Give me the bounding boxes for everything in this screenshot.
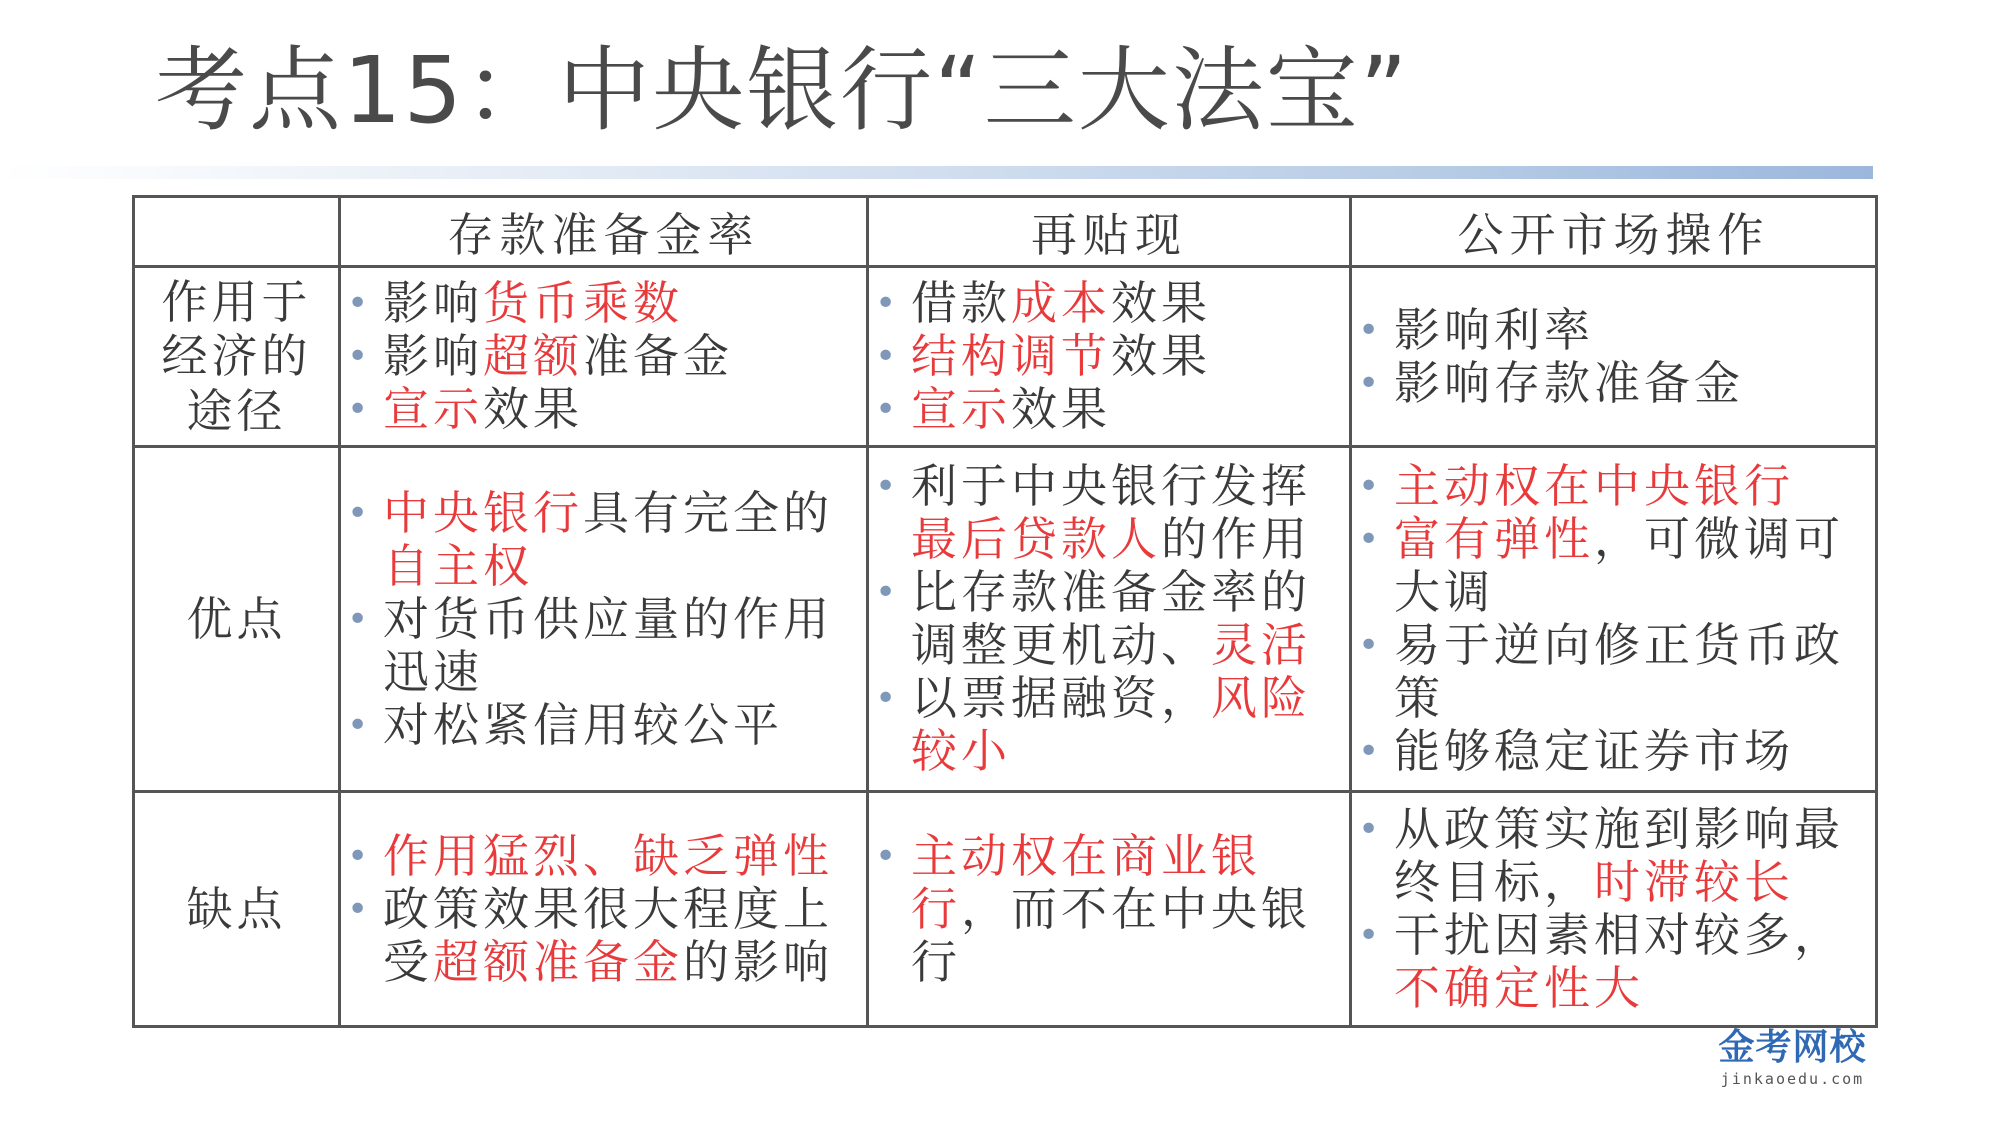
item-text: ，而不在中央银行 — [911, 881, 1311, 989]
list-item — [341, 593, 866, 699]
bullet-list — [869, 830, 1349, 989]
table-cell — [340, 792, 868, 1027]
row-header — [134, 447, 340, 792]
item-text: 易于逆向修正货币政策 — [1394, 618, 1844, 725]
item-text: 从政策实施到影响最终目标， — [1394, 802, 1844, 909]
table-row — [134, 792, 1877, 1027]
item-text: 具有完全的 — [583, 485, 833, 540]
list-item — [1352, 909, 1875, 1015]
item-text: 干扰因素相对较多， — [1394, 908, 1844, 962]
highlight-text: 超额 — [483, 329, 583, 383]
list-item — [869, 383, 1349, 436]
highlight-text: 自主权 — [383, 538, 533, 593]
corner-cell — [134, 197, 340, 267]
logo-name: 金考网校 — [1718, 1027, 1867, 1068]
logo-url: jinkaoedu.com — [1720, 1070, 1865, 1088]
highlight-text: 成本 — [1011, 276, 1111, 330]
item-text: 的影响 — [683, 934, 833, 989]
highlight-text: 货币乘数 — [483, 276, 683, 330]
column-header: 公开市场操作 — [1351, 197, 1877, 267]
table-cell — [340, 267, 868, 447]
highlight-text: 主动权在中央银行 — [1394, 459, 1794, 513]
highlight-text: 宣示 — [911, 382, 1011, 436]
item-text: 准备金 — [583, 329, 733, 383]
table-row — [134, 267, 1877, 447]
list-item — [341, 883, 866, 989]
item-text: 影响 — [383, 329, 483, 383]
comparison-table — [132, 195, 1878, 1028]
list-item — [1352, 619, 1875, 725]
item-text: 对货币供应量的作用迅速 — [383, 591, 833, 699]
table-cell — [340, 447, 868, 792]
item-text: 效果 — [1111, 276, 1211, 330]
highlight-text: 作用猛烈、缺乏弹性 — [383, 828, 833, 883]
item-text: 影响利率 — [1394, 302, 1594, 357]
bullet-list — [869, 460, 1349, 778]
highlight-text: 风险较小 — [911, 671, 1311, 778]
bullet-list — [1352, 803, 1875, 1015]
item-text: 影响存款准备金 — [1394, 355, 1744, 410]
highlight-text: 时滞较长 — [1594, 855, 1794, 909]
list-item — [869, 672, 1349, 778]
list-item — [869, 830, 1349, 989]
list-item — [1352, 725, 1875, 778]
table-header-row — [134, 197, 1877, 267]
title-divider — [0, 166, 1873, 179]
item-text: 对松紧信用较公平 — [383, 697, 783, 752]
highlight-text: 结构调节 — [911, 329, 1111, 383]
row-header-line: 途径 — [186, 383, 287, 438]
list-item — [1352, 357, 1875, 410]
table-cell — [1351, 267, 1877, 447]
row-header-line: 经济的 — [161, 329, 312, 384]
item-text: 的作用 — [1161, 512, 1311, 566]
highlight-text: 超额准备金 — [433, 934, 683, 989]
list-item — [869, 330, 1349, 383]
list-item — [341, 699, 866, 752]
row-header — [134, 267, 340, 447]
list-item — [341, 277, 866, 330]
list-item — [341, 330, 866, 383]
list-item — [341, 383, 866, 436]
row-header-line: 作用于 — [161, 275, 312, 330]
highlight-text: 富有弹性 — [1394, 512, 1594, 566]
list-item — [1352, 513, 1875, 619]
bullet-list — [341, 830, 866, 989]
item-text: 以票据融资， — [911, 671, 1211, 725]
highlight-text: 主动权在商业银行 — [911, 828, 1261, 936]
bullet-list — [1352, 304, 1875, 410]
column-header: 存款准备金率 — [340, 197, 868, 267]
column-header: 再贴现 — [868, 197, 1351, 267]
item-text: 效果 — [1011, 382, 1111, 436]
item-text: ，可微调可大调 — [1394, 512, 1844, 619]
bullet-list — [341, 487, 866, 752]
item-text: 利于中央银行发挥 — [911, 459, 1311, 513]
list-item — [1352, 803, 1875, 909]
item-text: 政策效果很大程度上受 — [383, 881, 833, 989]
highlight-text: 中央银行 — [383, 485, 583, 540]
table-cell — [1351, 792, 1877, 1027]
table-cell — [1351, 447, 1877, 792]
table-row — [134, 447, 1877, 792]
table-cell — [868, 792, 1351, 1027]
highlight-text: 宣示 — [383, 382, 483, 436]
list-item — [341, 487, 866, 593]
table-cell — [868, 447, 1351, 792]
highlight-text: 灵活 — [1211, 618, 1311, 672]
item-text: 效果 — [1111, 329, 1211, 383]
list-item — [1352, 304, 1875, 357]
page-title: 考点15：中央银行“三大法宝” — [155, 37, 1410, 144]
brand-logo — [1710, 1027, 1875, 1088]
bullet-list — [869, 277, 1349, 436]
item-text: 影响 — [383, 276, 483, 330]
item-text: 效果 — [483, 382, 583, 436]
bullet-list — [1352, 460, 1875, 778]
highlight-text: 最后贷款人 — [911, 512, 1161, 566]
row-header-line: 缺点 — [186, 881, 287, 936]
highlight-text: 不确定性大 — [1394, 961, 1644, 1015]
row-header — [134, 792, 340, 1027]
item-text: 能够稳定证券市场 — [1394, 724, 1794, 778]
list-item — [1352, 460, 1875, 513]
table-cell — [868, 267, 1351, 447]
list-item — [341, 830, 866, 883]
item-text: 借款 — [911, 276, 1011, 330]
list-item — [869, 277, 1349, 330]
list-item — [869, 460, 1349, 566]
item-text: 比存款准备金率的调整更机动、 — [911, 565, 1311, 672]
list-item — [869, 566, 1349, 672]
bullet-list — [341, 277, 866, 436]
row-header-line: 优点 — [186, 591, 287, 646]
